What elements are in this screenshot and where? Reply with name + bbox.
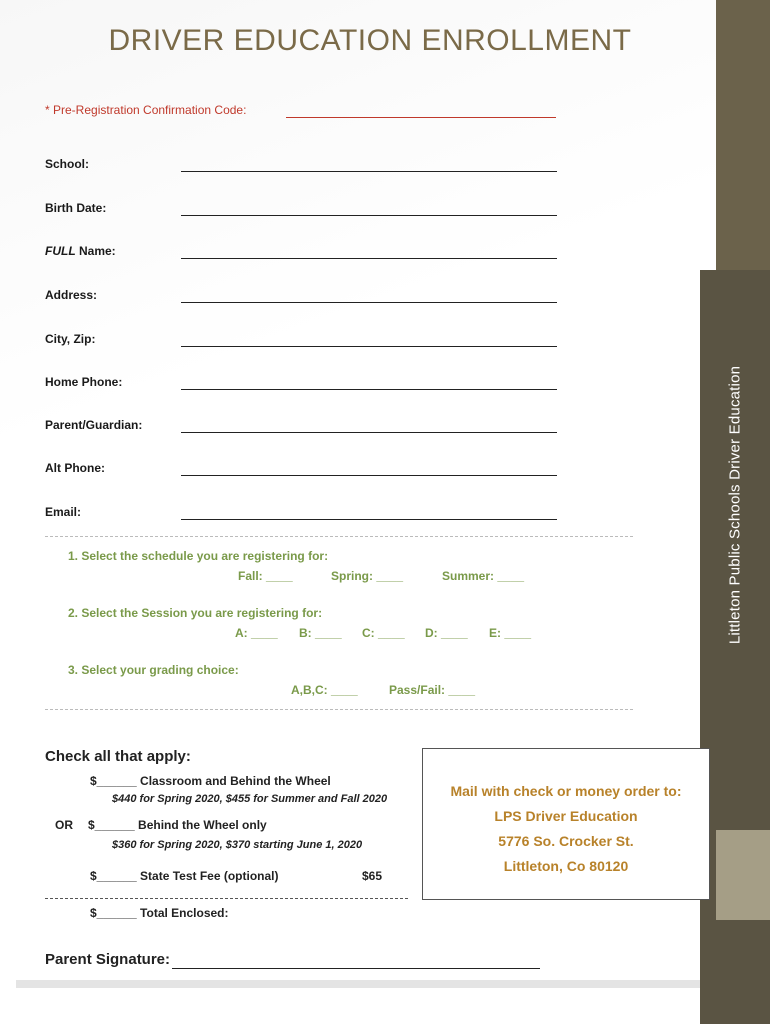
grading-option-pass-fail[interactable]: Pass/Fail: ____ bbox=[389, 683, 476, 697]
birth-date-field[interactable] bbox=[181, 215, 557, 216]
session-option-d[interactable]: D: ____ bbox=[425, 626, 468, 640]
email-label: Email: bbox=[45, 505, 82, 519]
confirmation-code-field[interactable] bbox=[286, 117, 556, 118]
fee-or-label: OR bbox=[55, 818, 73, 832]
birth-date-label: Birth Date: bbox=[45, 201, 107, 215]
alt-phone-row bbox=[45, 461, 565, 481]
home-phone-label: Home Phone: bbox=[45, 375, 123, 389]
fee-state-test-amount: $65 bbox=[362, 869, 383, 883]
section-divider-top bbox=[45, 536, 633, 537]
mail-address-line1: LPS Driver Education bbox=[494, 808, 638, 824]
sidebar-title: Littleton Public Schools Driver Education bbox=[726, 365, 744, 645]
page-shadow bbox=[16, 980, 716, 988]
alt-phone-label: Alt Phone: bbox=[45, 461, 105, 475]
full-name-row bbox=[45, 244, 565, 264]
fee-classroom[interactable]: $______ Classroom and Behind the Wheel bbox=[90, 774, 331, 788]
session-option-c[interactable]: C: ____ bbox=[362, 626, 405, 640]
session-option-e[interactable]: E: ____ bbox=[489, 626, 532, 640]
home-phone-row bbox=[45, 375, 565, 395]
mail-to-box bbox=[422, 748, 710, 900]
email-field[interactable] bbox=[181, 519, 557, 520]
school-label: School: bbox=[45, 157, 89, 171]
fee-behind-wheel[interactable]: $______ Behind the Wheel only bbox=[88, 818, 267, 832]
schedule-option-spring[interactable]: Spring: ____ bbox=[331, 569, 404, 583]
grading-question: 3. Select your grading choice: bbox=[68, 663, 239, 677]
city-zip-label: City, Zip: bbox=[45, 332, 96, 346]
schedule-question: 1. Select the schedule you are registering for: bbox=[68, 549, 329, 563]
check-all-heading: Check all that apply: bbox=[45, 748, 191, 765]
parent-guardian-field[interactable] bbox=[181, 432, 557, 433]
city-zip-row bbox=[45, 332, 565, 352]
mail-heading: Mail with check or money order to: bbox=[450, 783, 682, 799]
mail-address-line2: 5776 So. Crocker St. bbox=[498, 833, 634, 849]
parent-signature-label: Parent Signature: bbox=[45, 951, 171, 968]
confirmation-code-label: * Pre-Registration Confirmation Code: bbox=[45, 103, 247, 117]
address-label: Address: bbox=[45, 288, 98, 302]
fee-total[interactable]: $______ Total Enclosed: bbox=[90, 906, 229, 920]
grading-option-abc[interactable]: A,B,C: ____ bbox=[291, 683, 358, 697]
home-phone-field[interactable] bbox=[181, 389, 557, 390]
schedule-option-summer[interactable]: Summer: ____ bbox=[442, 569, 525, 583]
parent-guardian-label: Parent/Guardian: bbox=[45, 418, 143, 432]
parent-signature-field[interactable] bbox=[172, 968, 540, 969]
email-row bbox=[45, 505, 565, 525]
full-name-label-emphasis: FULL bbox=[45, 244, 76, 258]
parent-guardian-row bbox=[45, 418, 565, 438]
session-option-b[interactable]: B: ____ bbox=[299, 626, 342, 640]
full-name-field[interactable] bbox=[181, 258, 557, 259]
fee-behind-wheel-price: $360 for Spring 2020, $370 starting June 1, 2020 bbox=[112, 839, 363, 851]
alt-phone-field[interactable] bbox=[181, 475, 557, 476]
address-field[interactable] bbox=[181, 302, 557, 303]
fee-classroom-price: $440 for Spring 2020, $455 for Summer and Fall 2020 bbox=[112, 793, 388, 805]
full-name-label bbox=[45, 244, 116, 258]
total-divider bbox=[45, 898, 408, 899]
school-row bbox=[45, 157, 565, 177]
session-question: 2. Select the Session you are registering for: bbox=[68, 606, 323, 620]
page-title: DRIVER EDUCATION ENROLLMENT bbox=[108, 24, 632, 57]
session-option-a[interactable]: A: ____ bbox=[235, 626, 278, 640]
section-divider-bottom bbox=[45, 709, 633, 710]
school-field[interactable] bbox=[181, 171, 557, 172]
schedule-option-fall[interactable]: Fall: ____ bbox=[238, 569, 293, 583]
address-row bbox=[45, 288, 565, 308]
city-zip-field[interactable] bbox=[181, 346, 557, 347]
birth-date-row bbox=[45, 201, 565, 221]
mail-address-line3: Littleton, Co 80120 bbox=[503, 858, 629, 874]
full-name-label-text: Name: bbox=[75, 244, 116, 258]
sidebar-accent bbox=[716, 830, 770, 920]
fee-state-test[interactable]: $______ State Test Fee (optional) bbox=[90, 869, 279, 883]
